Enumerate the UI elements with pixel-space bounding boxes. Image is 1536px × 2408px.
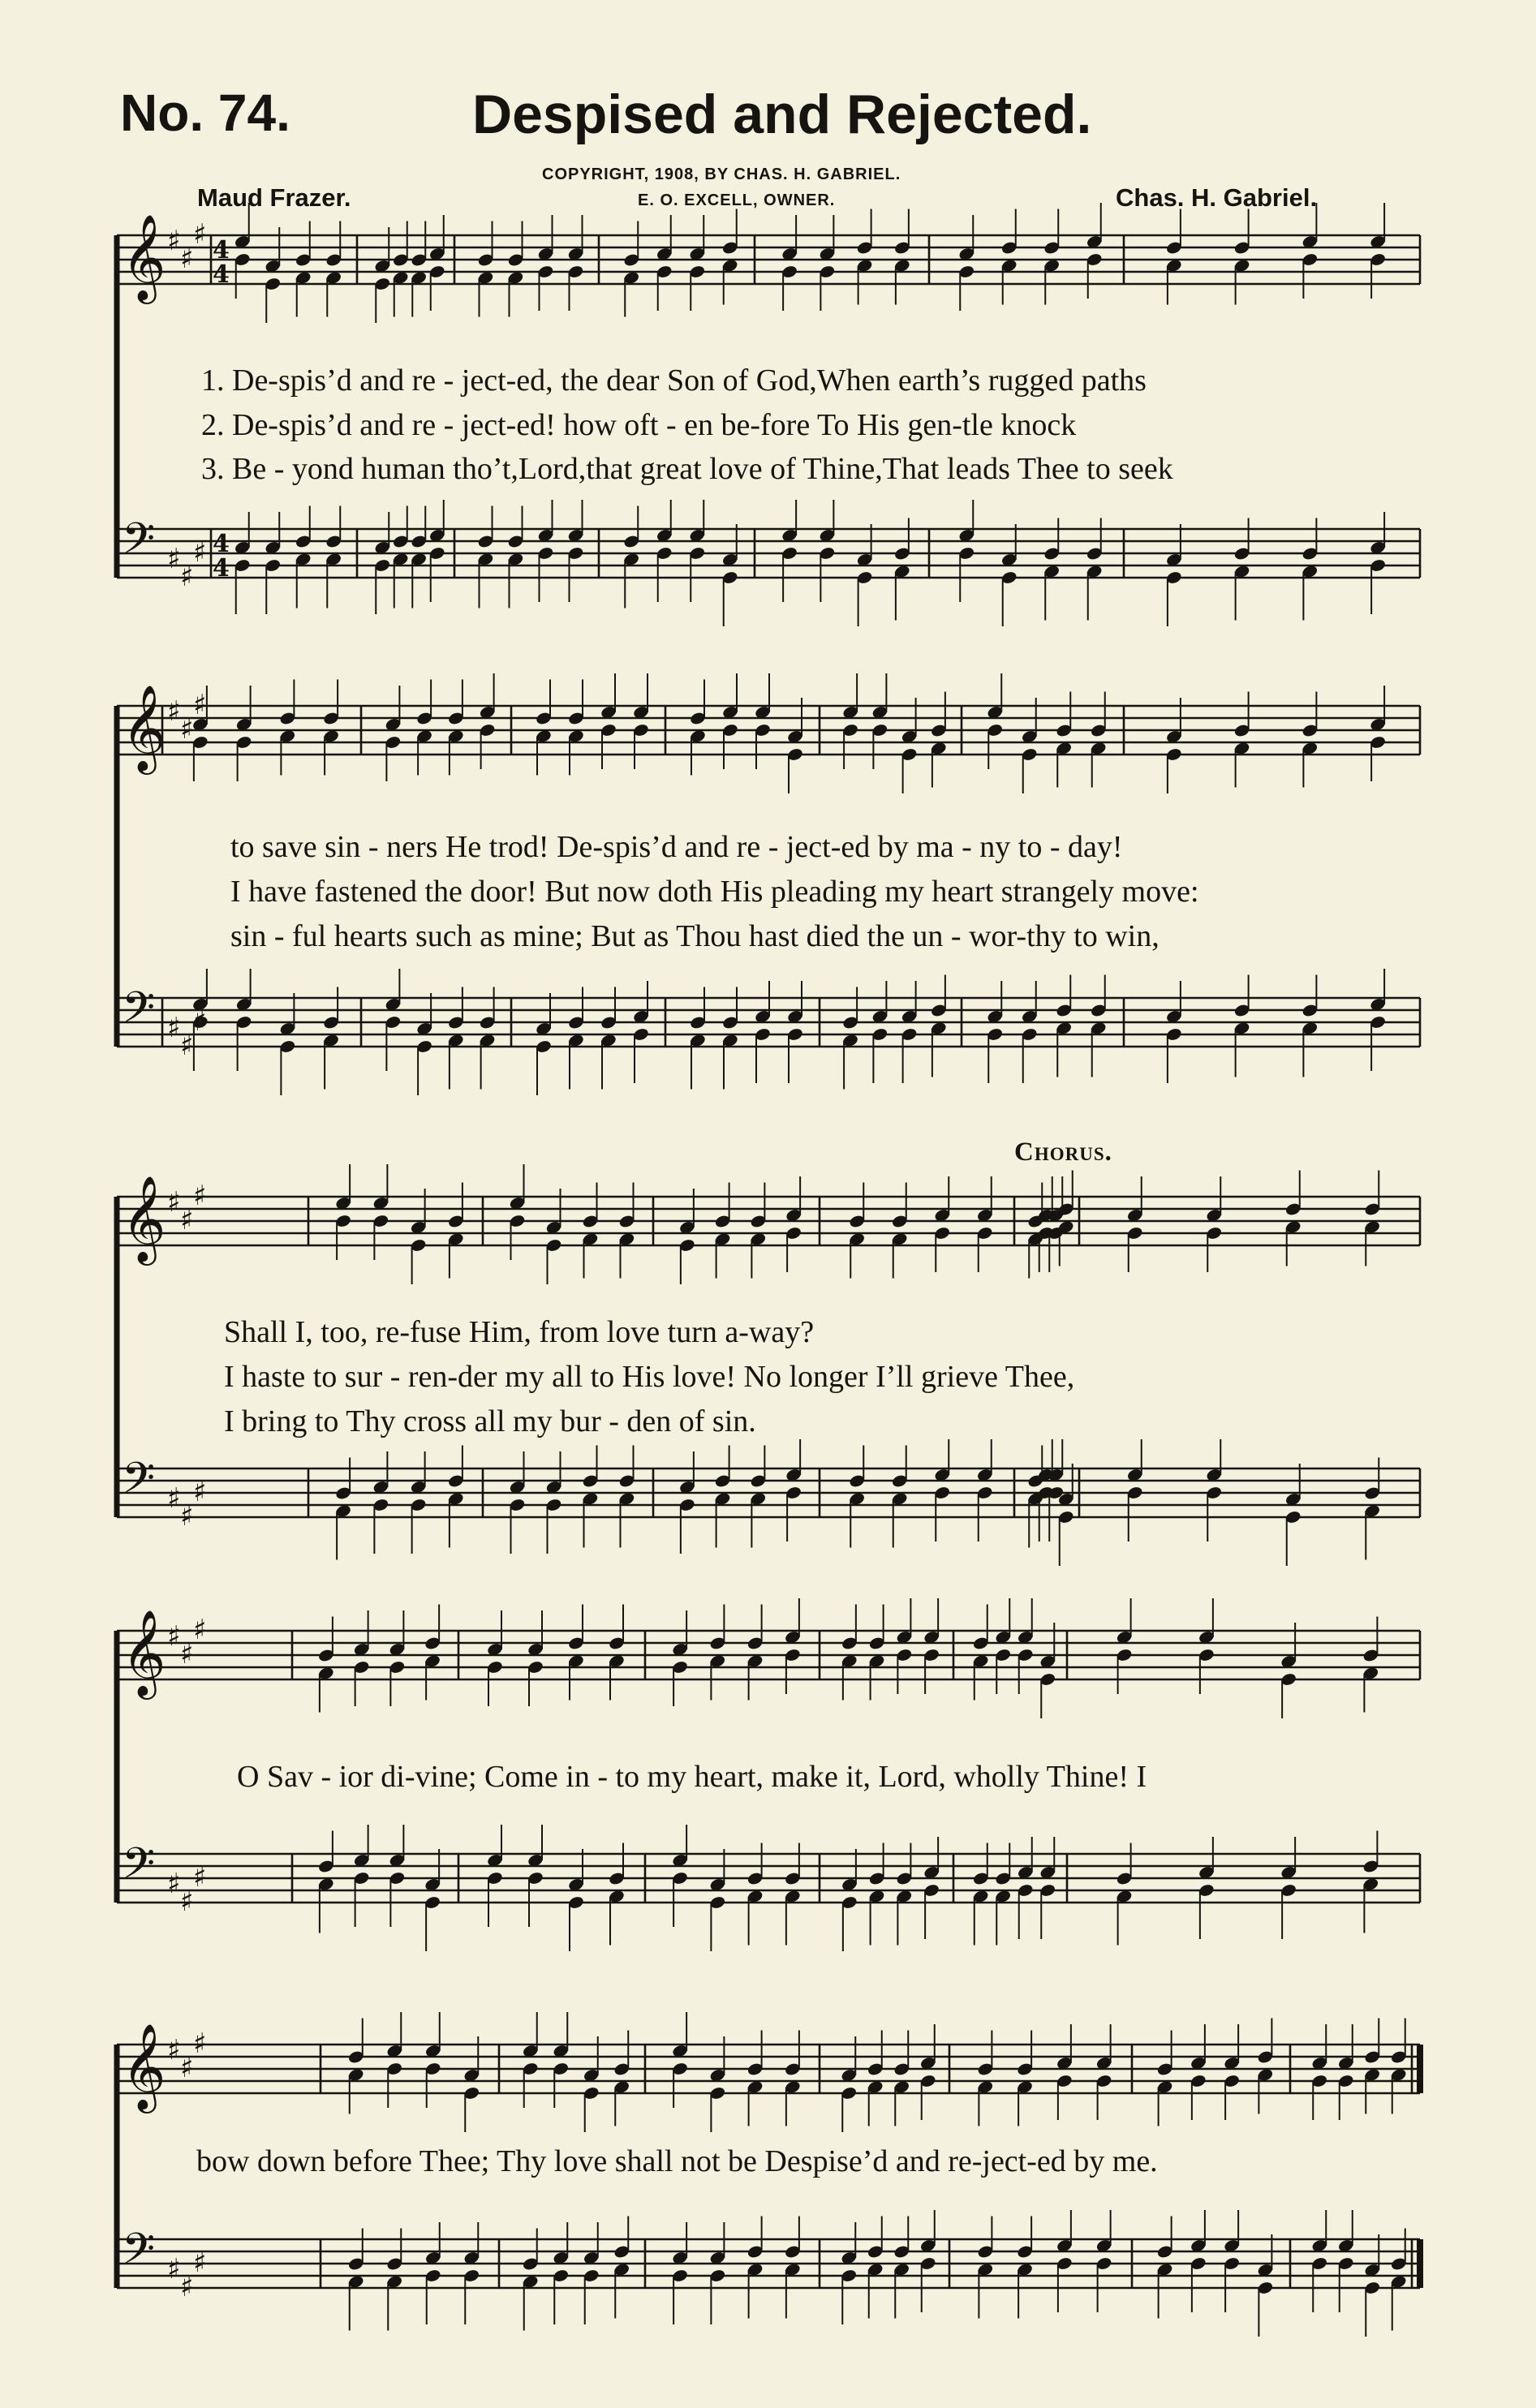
- lyric-line: Shall I, too, re-fuse Him, from love turn a-way?: [224, 1315, 815, 1349]
- hymn-number: No. 74.: [120, 84, 290, 142]
- sharp-icon: ♯: [167, 1868, 181, 1900]
- sharp-icon: ♯: [180, 1030, 194, 1062]
- sharp-icon: ♯: [167, 225, 181, 257]
- bass-clef-icon: 𝄢: [122, 1454, 156, 1514]
- copyright-owner: E. O. EXCELL, OWNER.: [638, 191, 836, 209]
- lyric-line: 2. De-spis’d and re - ject-ed! how oft - en be-fore To His gen-tle knock: [201, 408, 1077, 442]
- sharp-icon: ♯: [180, 1886, 194, 1918]
- copyright-notice: COPYRIGHT, 1908, BY CHAS. H. GABRIEL.: [542, 166, 901, 183]
- sharp-icon: ♯: [193, 1476, 207, 1508]
- treble-clef-icon: 𝄞: [122, 684, 166, 771]
- sharp-icon: ♯: [167, 2253, 181, 2285]
- lyric-line: O Sav - ior di-vine; Come in - to my heart, make it, Lord, wholly Thine! I: [237, 1760, 1147, 1794]
- sharp-icon: ♯: [193, 2027, 207, 2060]
- lyric-line: bow down before Thee; Thy love shall not be Despise’d and re-ject-ed by me.: [196, 2144, 1158, 2178]
- time-signature: 4: [213, 260, 230, 289]
- lyric-line: I bring to Thy cross all my bur - den of sin.: [224, 1404, 756, 1438]
- treble-clef-icon: 𝄞: [122, 1609, 166, 1696]
- hymn-title: Despised and Rejected.: [472, 84, 1092, 145]
- final-barline: [1417, 2045, 1423, 2093]
- composer-credit: Chas. H. Gabriel.: [1116, 183, 1318, 212]
- sharp-icon: ♯: [167, 1620, 181, 1653]
- sharp-icon: ♯: [167, 2034, 181, 2066]
- lyric-line: I have fastened the door! But now doth His pleading my heart strangely move:: [230, 875, 1199, 909]
- sharp-icon: ♯: [193, 2247, 207, 2279]
- sharp-icon: ♯: [193, 218, 207, 251]
- sharp-icon: ♯: [167, 1012, 181, 1044]
- sharp-icon: ♯: [193, 689, 207, 721]
- sharp-icon: ♯: [180, 561, 194, 593]
- final-barline: [1417, 2239, 1423, 2288]
- time-signature: 4: [213, 236, 230, 264]
- bass-clef-icon: 𝄢: [122, 2225, 156, 2285]
- sharp-icon: ♯: [180, 1638, 194, 1671]
- lyric-line: I haste to sur - ren-der my all to His love! No longer I’ll grieve Thee,: [224, 1360, 1075, 1394]
- treble-clef-icon: 𝄞: [122, 1175, 166, 1262]
- treble-clef-icon: 𝄞: [122, 2023, 166, 2109]
- sharp-icon: ♯: [180, 713, 194, 746]
- sharp-icon: ♯: [193, 1861, 207, 1894]
- sharp-icon: ♯: [180, 1204, 194, 1236]
- time-signature: 4: [213, 530, 230, 558]
- sharp-icon: ♯: [180, 243, 194, 275]
- sharp-icon: ♯: [167, 695, 181, 728]
- sharp-icon: ♯: [193, 1180, 207, 1212]
- sharp-icon: ♯: [167, 543, 181, 575]
- sharp-icon: ♯: [180, 1500, 194, 1533]
- chorus-label: Chorus.: [1014, 1137, 1112, 1167]
- sharp-icon: ♯: [180, 2052, 194, 2084]
- treble-clef-icon: 𝄞: [122, 213, 166, 300]
- lyric-line: to save sin - ners He trod! De-spis’d and re - ject-ed by ma - ny to - day!: [230, 830, 1123, 864]
- sharp-icon: ♯: [193, 536, 207, 569]
- lyric-line: sin - ful hearts such as mine; But as Thou hast died the un - wor-thy to win,: [230, 919, 1160, 953]
- sharp-icon: ♯: [167, 1482, 181, 1515]
- bass-clef-icon: 𝄢: [122, 983, 156, 1043]
- sharp-icon: ♯: [167, 1186, 181, 1219]
- lyricist-credit: Maud Frazer.: [197, 183, 351, 212]
- sharp-icon: ♯: [193, 1614, 207, 1646]
- bass-clef-icon: 𝄢: [122, 1839, 156, 1899]
- bass-clef-icon: 𝄢: [122, 514, 156, 574]
- sharp-icon: ♯: [180, 2271, 194, 2303]
- lyric-line: 3. Be - yond human tho’t,Lord,that great love of Thine,That leads Thee to seek: [201, 452, 1173, 486]
- time-signature: 4: [213, 554, 230, 583]
- lyric-line: 1. De-spis’d and re - ject-ed, the dear Son of God,When earth’s rugged paths: [201, 363, 1147, 398]
